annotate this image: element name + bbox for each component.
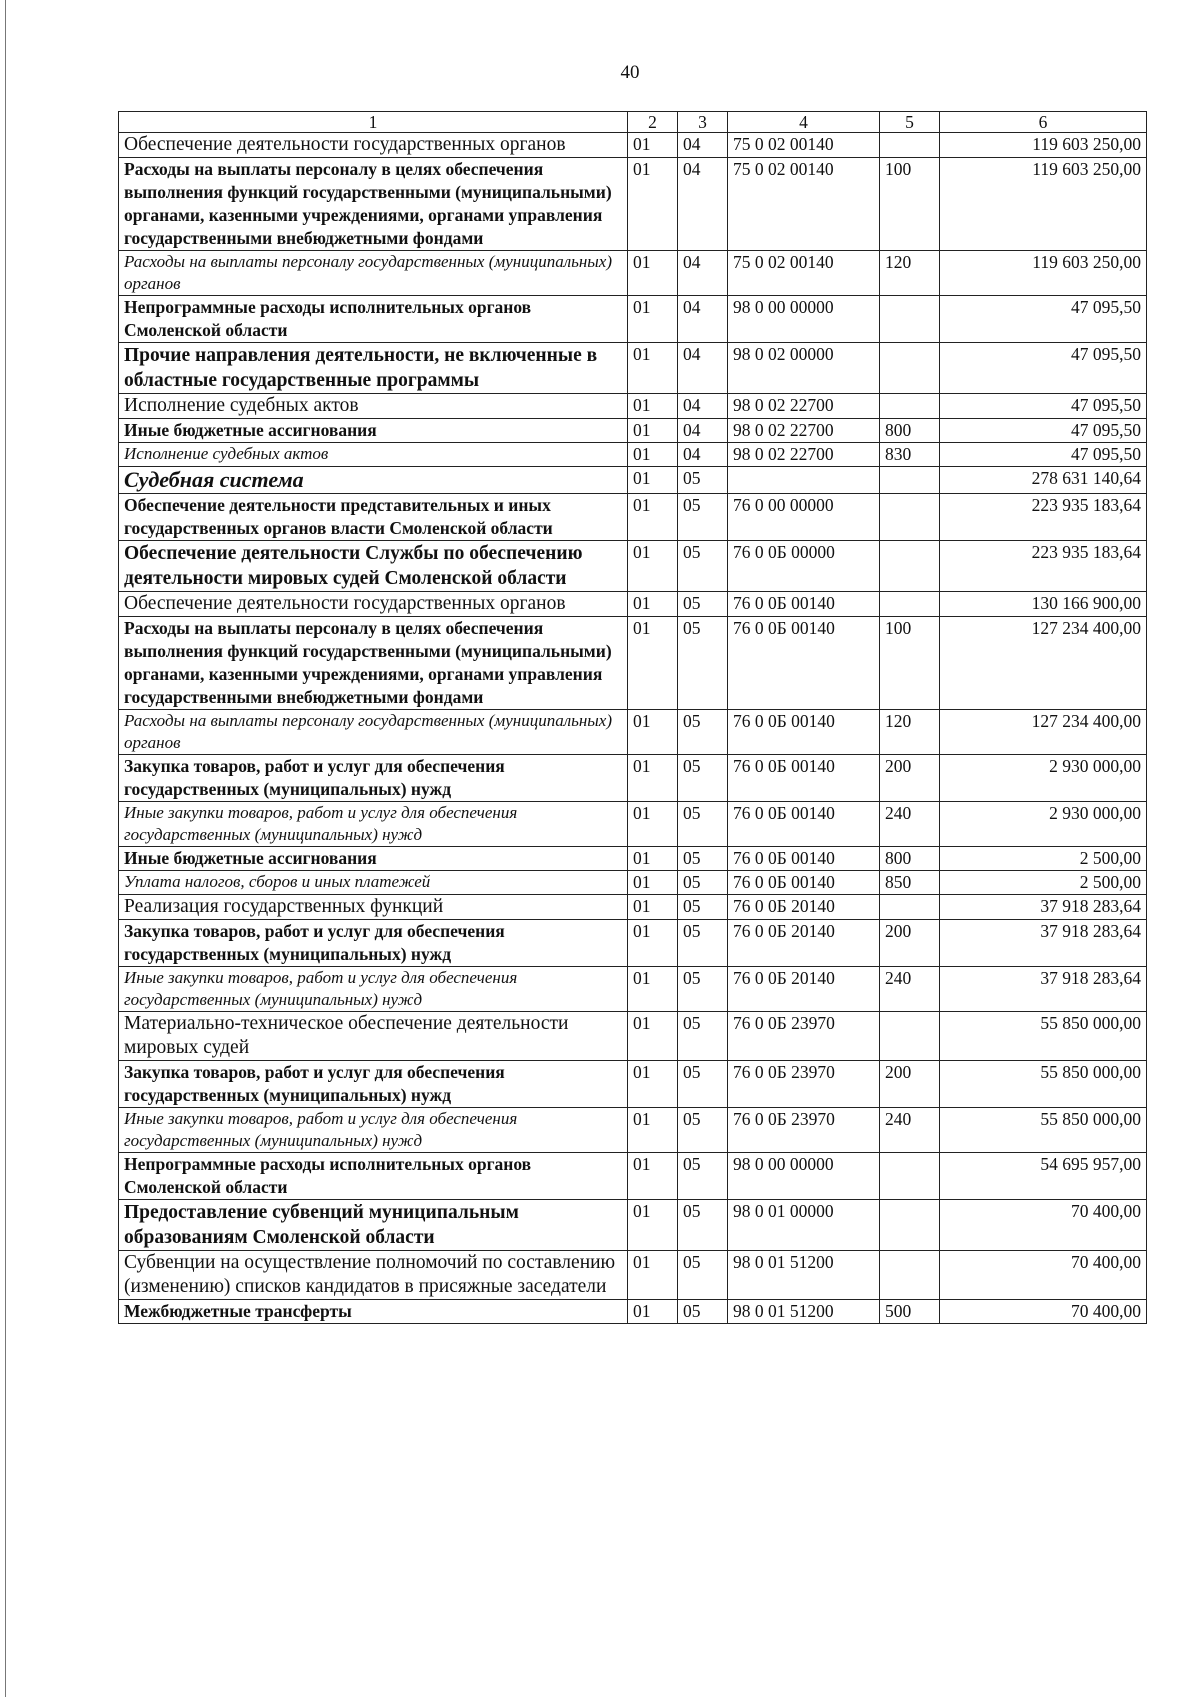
row-target-article-cell: 76 0 0Б 23970 (728, 1108, 880, 1153)
table-row (119, 541, 1147, 592)
row-amount-cell: 130 166 900,00 (940, 592, 1147, 617)
row-expense-type-cell: 800 (880, 419, 940, 443)
table-row (119, 710, 1147, 755)
row-podrazdel-cell: 05 (678, 920, 728, 967)
row-target-article-cell: 76 0 0Б 00140 (728, 755, 880, 802)
row-amount-cell: 223 935 183,64 (940, 541, 1147, 592)
row-expense-type-cell: 120 (880, 251, 940, 296)
row-name-cell: Материально-техническое обеспечение деятельности мировых судей (119, 1012, 628, 1061)
row-expense-type-cell: 850 (880, 871, 940, 895)
row-name-cell: Иные закупки товаров, работ и услуг для обеспечения государственных (муниципальных) нужд (119, 967, 628, 1012)
row-podrazdel-cell: 05 (678, 541, 728, 592)
row-target-article-cell: 75 0 02 00140 (728, 133, 880, 158)
row-name-cell: Обеспечение деятельности государственных органов (119, 133, 628, 158)
row-name-cell: Предоставление субвенций муниципальным образованиям Смоленской области (119, 1200, 628, 1251)
row-podrazdel-cell: 05 (678, 802, 728, 847)
row-amount-cell: 70 400,00 (940, 1300, 1147, 1324)
row-podrazdel-cell: 04 (678, 343, 728, 394)
row-podrazdel-cell: 05 (678, 1251, 728, 1300)
row-amount-cell: 47 095,50 (940, 443, 1147, 467)
row-expense-type-cell (880, 895, 940, 920)
row-amount-cell: 37 918 283,64 (940, 967, 1147, 1012)
row-expense-type-cell: 200 (880, 1061, 940, 1108)
row-podrazdel-cell: 05 (678, 592, 728, 617)
row-podrazdel-cell: 04 (678, 394, 728, 419)
row-expense-type-cell: 500 (880, 1300, 940, 1324)
row-podrazdel-cell: 04 (678, 158, 728, 251)
row-target-article-cell (728, 467, 880, 494)
row-name-cell: Исполнение судебных актов (119, 394, 628, 419)
row-target-article-cell: 76 0 00 00000 (728, 494, 880, 541)
row-name-cell: Судебная система (119, 467, 628, 494)
table-row (119, 1108, 1147, 1153)
row-amount-cell: 119 603 250,00 (940, 251, 1147, 296)
row-name-cell: Иные закупки товаров, работ и услуг для обеспечения государственных (муниципальных) нужд (119, 1108, 628, 1153)
row-podrazdel-cell: 04 (678, 133, 728, 158)
row-razdel-cell: 01 (628, 1108, 678, 1153)
row-target-article-cell: 98 0 01 51200 (728, 1300, 880, 1324)
header-row (119, 112, 1147, 133)
row-target-article-cell: 76 0 0Б 00140 (728, 617, 880, 710)
row-expense-type-cell: 800 (880, 847, 940, 871)
row-razdel-cell: 01 (628, 710, 678, 755)
row-razdel-cell: 01 (628, 133, 678, 158)
row-razdel-cell: 01 (628, 1012, 678, 1061)
row-expense-type-cell: 100 (880, 617, 940, 710)
row-expense-type-cell: 240 (880, 1108, 940, 1153)
row-amount-cell: 54 695 957,00 (940, 1153, 1147, 1200)
row-razdel-cell: 01 (628, 617, 678, 710)
row-name-cell: Межбюджетные трансферты (119, 1300, 628, 1324)
row-razdel-cell: 01 (628, 467, 678, 494)
row-target-article-cell: 98 0 00 00000 (728, 296, 880, 343)
row-podrazdel-cell: 05 (678, 494, 728, 541)
row-target-article-cell: 98 0 02 22700 (728, 419, 880, 443)
row-expense-type-cell (880, 1012, 940, 1061)
row-amount-cell: 47 095,50 (940, 419, 1147, 443)
row-podrazdel-cell: 05 (678, 847, 728, 871)
row-expense-type-cell (880, 343, 940, 394)
row-expense-type-cell: 830 (880, 443, 940, 467)
row-target-article-cell: 76 0 0Б 23970 (728, 1012, 880, 1061)
table-row (119, 847, 1147, 871)
row-razdel-cell: 01 (628, 1300, 678, 1324)
row-podrazdel-cell: 05 (678, 755, 728, 802)
row-podrazdel-cell: 04 (678, 251, 728, 296)
row-amount-cell: 127 234 400,00 (940, 617, 1147, 710)
row-podrazdel-cell: 05 (678, 710, 728, 755)
row-name-cell: Обеспечение деятельности Службы по обеспечению деятельности мировых судей Смоленской области (119, 541, 628, 592)
row-podrazdel-cell: 05 (678, 871, 728, 895)
table-body (119, 133, 1147, 1324)
row-amount-cell: 127 234 400,00 (940, 710, 1147, 755)
row-expense-type-cell (880, 296, 940, 343)
table-row (119, 1200, 1147, 1251)
page-number: 40 (620, 62, 640, 83)
table-row (119, 755, 1147, 802)
row-name-cell: Непрограммные расходы исполнительных органов Смоленской области (119, 1153, 628, 1200)
row-amount-cell: 2 500,00 (940, 871, 1147, 895)
row-podrazdel-cell: 04 (678, 296, 728, 343)
table-row (119, 1153, 1147, 1200)
row-target-article-cell: 76 0 0Б 23970 (728, 1061, 880, 1108)
row-target-article-cell: 76 0 0Б 00140 (728, 592, 880, 617)
row-expense-type-cell (880, 394, 940, 419)
row-expense-type-cell (880, 467, 940, 494)
table-row (119, 1061, 1147, 1108)
row-expense-type-cell: 200 (880, 755, 940, 802)
row-razdel-cell: 01 (628, 1061, 678, 1108)
row-target-article-cell: 98 0 02 22700 (728, 443, 880, 467)
row-expense-type-cell: 240 (880, 967, 940, 1012)
table-row (119, 592, 1147, 617)
row-expense-type-cell: 200 (880, 920, 940, 967)
row-name-cell: Расходы на выплаты персоналу государственных (муниципальных) органов (119, 251, 628, 296)
row-name-cell: Прочие направления деятельности, не включенные в областные государственные программы (119, 343, 628, 394)
row-expense-type-cell: 240 (880, 802, 940, 847)
header-col-5: 5 (880, 112, 940, 133)
row-expense-type-cell (880, 541, 940, 592)
row-podrazdel-cell: 04 (678, 443, 728, 467)
row-razdel-cell: 01 (628, 920, 678, 967)
row-amount-cell: 47 095,50 (940, 296, 1147, 343)
row-target-article-cell: 98 0 01 51200 (728, 1251, 880, 1300)
row-amount-cell: 47 095,50 (940, 343, 1147, 394)
row-razdel-cell: 01 (628, 394, 678, 419)
row-razdel-cell: 01 (628, 443, 678, 467)
row-name-cell: Закупка товаров, работ и услуг для обеспечения государственных (муниципальных) нужд (119, 755, 628, 802)
row-target-article-cell: 76 0 0Б 00140 (728, 847, 880, 871)
header-col-2: 2 (628, 112, 678, 133)
header-col-1: 1 (119, 112, 628, 133)
row-name-cell: Иные бюджетные ассигнования (119, 419, 628, 443)
row-name-cell: Закупка товаров, работ и услуг для обеспечения государственных (муниципальных) нужд (119, 1061, 628, 1108)
row-expense-type-cell (880, 494, 940, 541)
row-razdel-cell: 01 (628, 1251, 678, 1300)
table-row (119, 967, 1147, 1012)
row-podrazdel-cell: 05 (678, 895, 728, 920)
row-target-article-cell: 76 0 0Б 20140 (728, 895, 880, 920)
row-amount-cell: 119 603 250,00 (940, 133, 1147, 158)
table-row (119, 443, 1147, 467)
table-row (119, 920, 1147, 967)
row-target-article-cell: 75 0 02 00140 (728, 158, 880, 251)
row-podrazdel-cell: 05 (678, 1012, 728, 1061)
row-razdel-cell: 01 (628, 296, 678, 343)
row-podrazdel-cell: 04 (678, 419, 728, 443)
row-target-article-cell: 76 0 0Б 20140 (728, 920, 880, 967)
table-row (119, 251, 1147, 296)
row-razdel-cell: 01 (628, 343, 678, 394)
row-podrazdel-cell: 05 (678, 1300, 728, 1324)
row-expense-type-cell (880, 592, 940, 617)
row-podrazdel-cell: 05 (678, 1108, 728, 1153)
table-row (119, 1251, 1147, 1300)
row-target-article-cell: 76 0 0Б 00140 (728, 802, 880, 847)
row-expense-type-cell (880, 1153, 940, 1200)
row-amount-cell: 2 930 000,00 (940, 755, 1147, 802)
table-row (119, 802, 1147, 847)
row-razdel-cell: 01 (628, 847, 678, 871)
row-name-cell: Уплата налогов, сборов и иных платежей (119, 871, 628, 895)
table-row (119, 494, 1147, 541)
row-amount-cell: 70 400,00 (940, 1200, 1147, 1251)
row-name-cell: Обеспечение деятельности государственных органов (119, 592, 628, 617)
row-name-cell: Исполнение судебных актов (119, 443, 628, 467)
row-target-article-cell: 98 0 02 22700 (728, 394, 880, 419)
row-razdel-cell: 01 (628, 967, 678, 1012)
row-razdel-cell: 01 (628, 158, 678, 251)
row-expense-type-cell: 100 (880, 158, 940, 251)
header-col-6: 6 (940, 112, 1147, 133)
row-name-cell: Расходы на выплаты персоналу в целях обеспечения выполнения функций государственными (муниципальными) органами, казенными учреждениями, органами управления государственными внебюджетными фондами (119, 617, 628, 710)
row-razdel-cell: 01 (628, 802, 678, 847)
row-name-cell: Иные закупки товаров, работ и услуг для обеспечения государственных (муниципальных) нужд (119, 802, 628, 847)
header-col-3: 3 (678, 112, 728, 133)
row-razdel-cell: 01 (628, 419, 678, 443)
row-amount-cell: 278 631 140,64 (940, 467, 1147, 494)
row-razdel-cell: 01 (628, 1153, 678, 1200)
table-row (119, 296, 1147, 343)
row-podrazdel-cell: 05 (678, 1153, 728, 1200)
row-amount-cell: 223 935 183,64 (940, 494, 1147, 541)
row-name-cell: Непрограммные расходы исполнительных органов Смоленской области (119, 296, 628, 343)
row-amount-cell: 119 603 250,00 (940, 158, 1147, 251)
row-name-cell: Расходы на выплаты персоналу государственных (муниципальных) органов (119, 710, 628, 755)
row-razdel-cell: 01 (628, 1200, 678, 1251)
table-row (119, 617, 1147, 710)
row-razdel-cell: 01 (628, 541, 678, 592)
row-name-cell: Расходы на выплаты персоналу в целях обеспечения выполнения функций государственными (муниципальными) органами, казенными учреждениями, органами управления государственными внебюджетными фондами (119, 158, 628, 251)
row-amount-cell: 55 850 000,00 (940, 1061, 1147, 1108)
row-name-cell: Субвенции на осуществление полномочий по составлению (изменению) списков кандидатов в присяжные заседатели (119, 1251, 628, 1300)
row-razdel-cell: 01 (628, 494, 678, 541)
table-row (119, 343, 1147, 394)
header-col-4: 4 (728, 112, 880, 133)
row-expense-type-cell (880, 1200, 940, 1251)
row-name-cell: Реализация государственных функций (119, 895, 628, 920)
table-row (119, 1012, 1147, 1061)
row-podrazdel-cell: 05 (678, 467, 728, 494)
row-podrazdel-cell: 05 (678, 1200, 728, 1251)
row-target-article-cell: 98 0 01 00000 (728, 1200, 880, 1251)
row-target-article-cell: 76 0 0Б 00140 (728, 871, 880, 895)
row-target-article-cell: 75 0 02 00140 (728, 251, 880, 296)
row-amount-cell: 47 095,50 (940, 394, 1147, 419)
row-podrazdel-cell: 05 (678, 1061, 728, 1108)
budget-table (118, 111, 1147, 1324)
table-row (119, 1300, 1147, 1324)
row-amount-cell: 55 850 000,00 (940, 1012, 1147, 1061)
row-amount-cell: 2 500,00 (940, 847, 1147, 871)
row-razdel-cell: 01 (628, 251, 678, 296)
row-name-cell: Закупка товаров, работ и услуг для обеспечения государственных (муниципальных) нужд (119, 920, 628, 967)
table-row (119, 158, 1147, 251)
row-target-article-cell: 76 0 0Б 20140 (728, 967, 880, 1012)
row-expense-type-cell: 120 (880, 710, 940, 755)
table-row (119, 133, 1147, 158)
row-expense-type-cell (880, 1251, 940, 1300)
page-edge-rule (5, 0, 6, 1697)
row-podrazdel-cell: 05 (678, 617, 728, 710)
row-target-article-cell: 98 0 02 00000 (728, 343, 880, 394)
row-amount-cell: 37 918 283,64 (940, 920, 1147, 967)
table-row (119, 419, 1147, 443)
table-row (119, 895, 1147, 920)
row-target-article-cell: 76 0 0Б 00000 (728, 541, 880, 592)
row-podrazdel-cell: 05 (678, 967, 728, 1012)
row-target-article-cell: 98 0 00 00000 (728, 1153, 880, 1200)
row-name-cell: Обеспечение деятельности представительных и иных государственных органов власти Смоленской области (119, 494, 628, 541)
row-razdel-cell: 01 (628, 755, 678, 802)
row-razdel-cell: 01 (628, 895, 678, 920)
table-row (119, 467, 1147, 494)
table-row (119, 394, 1147, 419)
row-amount-cell: 2 930 000,00 (940, 802, 1147, 847)
row-razdel-cell: 01 (628, 592, 678, 617)
row-target-article-cell: 76 0 0Б 00140 (728, 710, 880, 755)
table-row (119, 871, 1147, 895)
row-expense-type-cell (880, 133, 940, 158)
row-amount-cell: 55 850 000,00 (940, 1108, 1147, 1153)
row-amount-cell: 70 400,00 (940, 1251, 1147, 1300)
row-razdel-cell: 01 (628, 871, 678, 895)
row-name-cell: Иные бюджетные ассигнования (119, 847, 628, 871)
row-amount-cell: 37 918 283,64 (940, 895, 1147, 920)
